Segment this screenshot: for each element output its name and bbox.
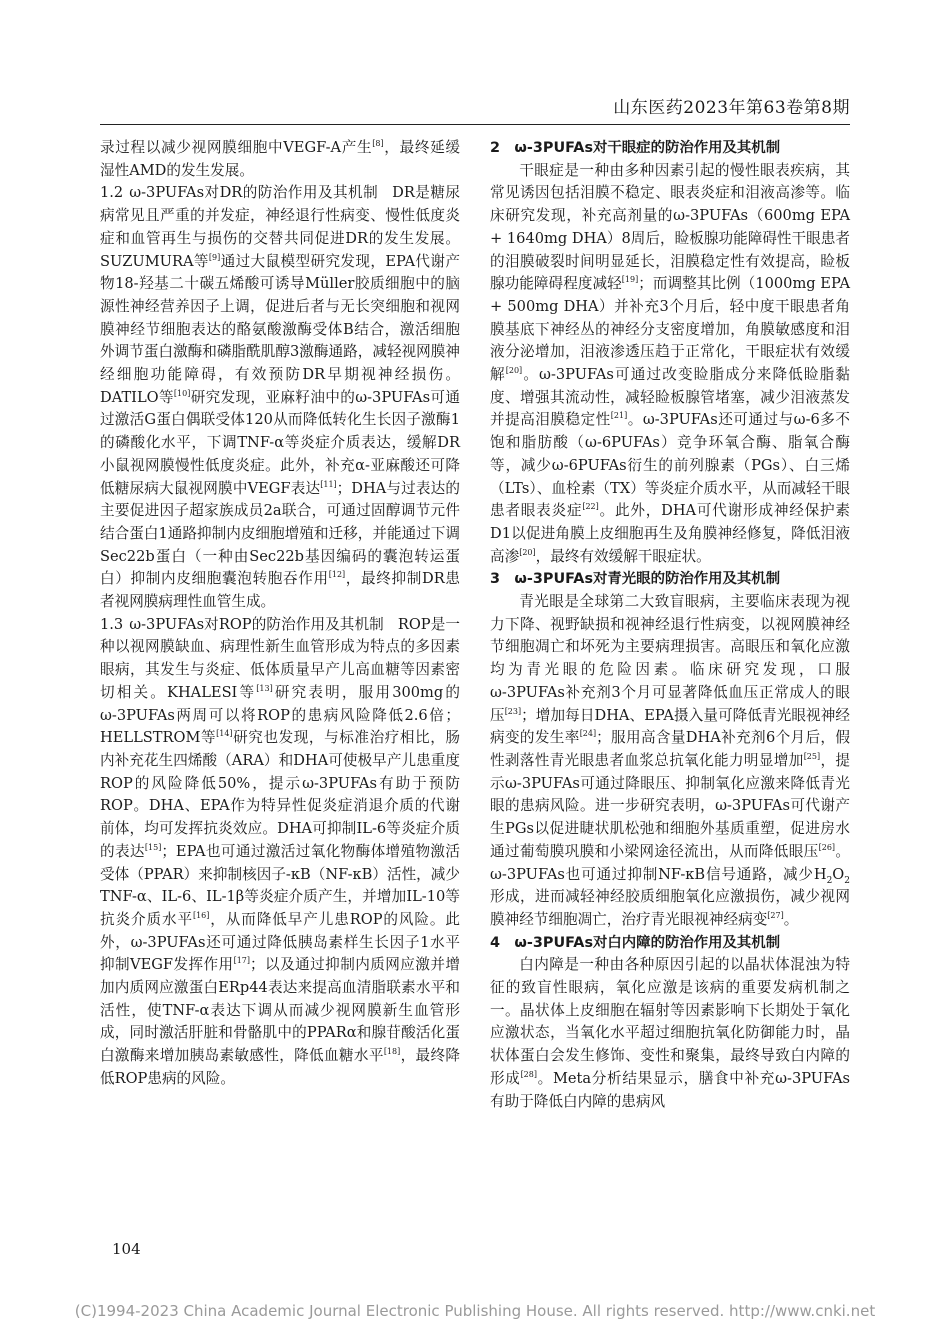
section-number: 1.2 bbox=[100, 184, 124, 202]
section-title: ω-3PUFAs对ROP的防治作用及其机制 bbox=[129, 615, 384, 633]
journal-header: 山东医药2023年第63卷第8期 bbox=[613, 98, 850, 118]
section-1-2: 1.2 ω-3PUFAs对DR的防治作用及其机制 DR是糖尿病常见且严重的并发症，神经退行性病变、慢性低度炎症和血管再生与损伤的交替共同促进DR的发生发展。SUZUMURA等[9]通过大鼠模型研究发现，EPA代谢产物18-羟基二十碳五烯酸可诱导Müller胶质细胞中的脑源性神经营养因子上调，促进后者与无长突细胞和视网膜神经节细胞表达的酪氨酸激酶受体B结合，激活细胞外调节蛋白激酶和磷脂酰肌醇3激酶通路，减轻视网膜神经细胞功能障碍，有效预防DR早期视神经损伤。DATILO等[10]研究发现，亚麻籽油中的ω-3PUFAs可通过激活G蛋白偶联受体120从而降低转化生长因子激酶1的磷酸化水平，下调TNF-α等炎症介质表达，缓解DR小鼠视网膜慢性低度炎症。此外，补充α-亚麻酸还可降低糖尿病大鼠视网膜中VEGF表达[11]；DHA与过表达的主要促进因子超家族成员2a联合，可通过固醇调节元件结合蛋白1通路抑制内皮细胞增殖和迁移，并能通过下调Sec22b蛋白（一种由Sec22b基因编码的囊泡转运蛋白）抑制内皮细胞囊泡转胞吞作用[12]，最终抑制DR患者视网膜病理性血管生成。 bbox=[100, 184, 461, 611]
section-1-3: 1.3 ω-3PUFAs对ROP的防治作用及其机制 ROP是一种以视网膜缺血、病理性新生血管形成为特点的多因素眼病，其发生与炎症、低体质量早产儿高血糖等因素密切相关。KHALESI等[13]研究表明，服用300mg的ω-3PUFAs两周可以将ROP的患病风险降低2.6倍；HELLSTROM等[14]研究也发现，与标准治疗相比，肠内补充花生四烯酸（ARA）和DHA可使极早产儿患重度ROP的风险降低50%，提示ω-3PUFAs有助于预防ROP。DHA、EPA作为特异性促炎症消退介质的代谢前体，均可发挥抗炎效应。DHA可抑制IL-6等炎症介质的表达[15]；EPA也可通过激活过氧化物酶体增殖物激活受体（PPAR）来抑制核因子-κB（NF-κB）活性，减少TNF-α、IL-6、IL-1β等炎症介质产生，并增加IL-10等抗炎介质水平[16]，从而降低早产儿患ROP的风险。此外，ω-3PUFAs还可通过降低胰岛素样生长因子1水平抑制VEGF发挥作用[17]；以及通过抑制内质网应激并增加内质网应激蛋白ERp44表达来提高血清脂联素水平和活性，使TNF-α表达下调从而减少视网膜新生血管形成，同时激活肝脏和骨骼肌中的PPARα和腺苷酸活化蛋白激酶来增加胰岛素敏感性，降低血糖水平[18]，最终降低ROP患病的风险。 bbox=[100, 615, 460, 1087]
section-3-heading: 3 ω-3PUFAs对青光眼的防治作用及其机制 bbox=[490, 571, 781, 588]
page-number: 104 bbox=[112, 1240, 141, 1258]
section-number: 1.3 bbox=[100, 615, 124, 633]
section-title: ω-3PUFAs对DR的防治作用及其机制 bbox=[129, 184, 379, 202]
section-2-heading: 2 ω-3PUFAs对干眼症的防治作用及其机制 bbox=[490, 140, 781, 156]
section-4-heading: 4 ω-3PUFAs对白内障的防治作用及其机制 bbox=[490, 934, 781, 951]
header-rule bbox=[100, 124, 850, 125]
right-column bbox=[490, 137, 850, 1113]
paragraph: 录过程以减少视网膜细胞中VEGF-A产生[8]，最终延缓湿性AMD的发生发展。 bbox=[100, 139, 460, 179]
copyright-footer: (C)1994-2023 China Academic Journal Electronic Publishing House. All rights reserved. http://www.cnki.net bbox=[74, 1302, 876, 1320]
left-column bbox=[100, 137, 460, 1091]
section-3-body: 青光眼是全球第二大致盲眼病，主要临床表现为视力下降、视野缺损和视神经退行性病变，以视网膜神经节细胞凋亡和坏死为主要病理损害。高眼压和氧化应激均为青光眼的危险因素。临床研究发现，口服ω-3PUFAs补充剂3个月可显著降低血压正常成人的眼压[23]；增加每日DHA、EPA摄入量可降低青光眼视神经病变的发生率[24]；服用高含量DHA补充剂6个月后，假性剥落性青光眼患者血浆总抗氧化能力明显增加[25]，提示ω-3PUFAs可通过降眼压、抑制氧化应激来降低青光眼的患病风险。进一步研究表明，ω-3PUFAs可代谢产生PGs以促进睫状肌松弛和细胞外基质重塑，促进房水通过葡萄膜巩膜和小梁网途径流出，从而降低眼压[26]。ω-3PUFAs也可通过抑制NF-κB信号通路，减少$H_2O_2$形成，进而减轻神经胶质细胞氧化应激损伤，减少视网膜神经节细胞凋亡，治疗青光眼视神经病变[27]。 bbox=[490, 593, 850, 928]
section-2-body: 干眼症是一种由多种因素引起的慢性眼表疾病，其常见诱因包括泪膜不稳定、眼表炎症和泪液高渗等。临床研究发现，补充高剂量的ω-3PUFAs（600mg EPA + 1640mg DHA）8周后，睑板腺功能障碍性干眼患者的泪膜破裂时间明显延长，泪膜稳定性有效提高，睑板腺功能障碍程度减轻[19]；而调整其比例（1000mg EPA + 500mg DHA）并补充3个月后，轻中度干眼患者角膜基底下神经丛的神经分支密度增加，角膜敏感度和泪液分泌增加，泪液渗透压趋于正常化，干眼症状有效缓解[20]。ω-3PUFAs可通过改变睑脂成分来降低睑脂黏度、增强其流动性，减轻睑板腺管堵塞，减少泪液蒸发并提高泪膜稳定性[21]。ω-3PUFAs还可通过与ω-6多不饱和脂肪酸（ω-6PUFAs）竞争环氧合酶、脂氧合酶等，减少ω-6PUFAs衍生的前列腺素（PGs）、白三烯（LTs）、血栓素（TX）等炎症介质水平，从而减轻干眼患者眼表炎症[22]。此外，DHA可代谢形成神经保护素D1以促进角膜上皮细胞再生及角膜神经修复，降低泪液高渗[20]，最终有效缓解干眼症状。 bbox=[490, 161, 850, 565]
section-4-body: 白内障是一种由各种原因引起的以晶状体混浊为特征的致盲性眼病，氧化应激是该病的重要发病机制之一。晶状体上皮细胞在辐射等因素影响下长期处于氧化应激状态，当氧化水平超过细胞抗氧化防御能力时，晶状体蛋白会发生修饰、变性和聚集，最终导致白内障的形成[28]。Meta分析结果显示，膳食中补充ω-3PUFAs有助于降低白内障的患病风 bbox=[490, 956, 850, 1110]
